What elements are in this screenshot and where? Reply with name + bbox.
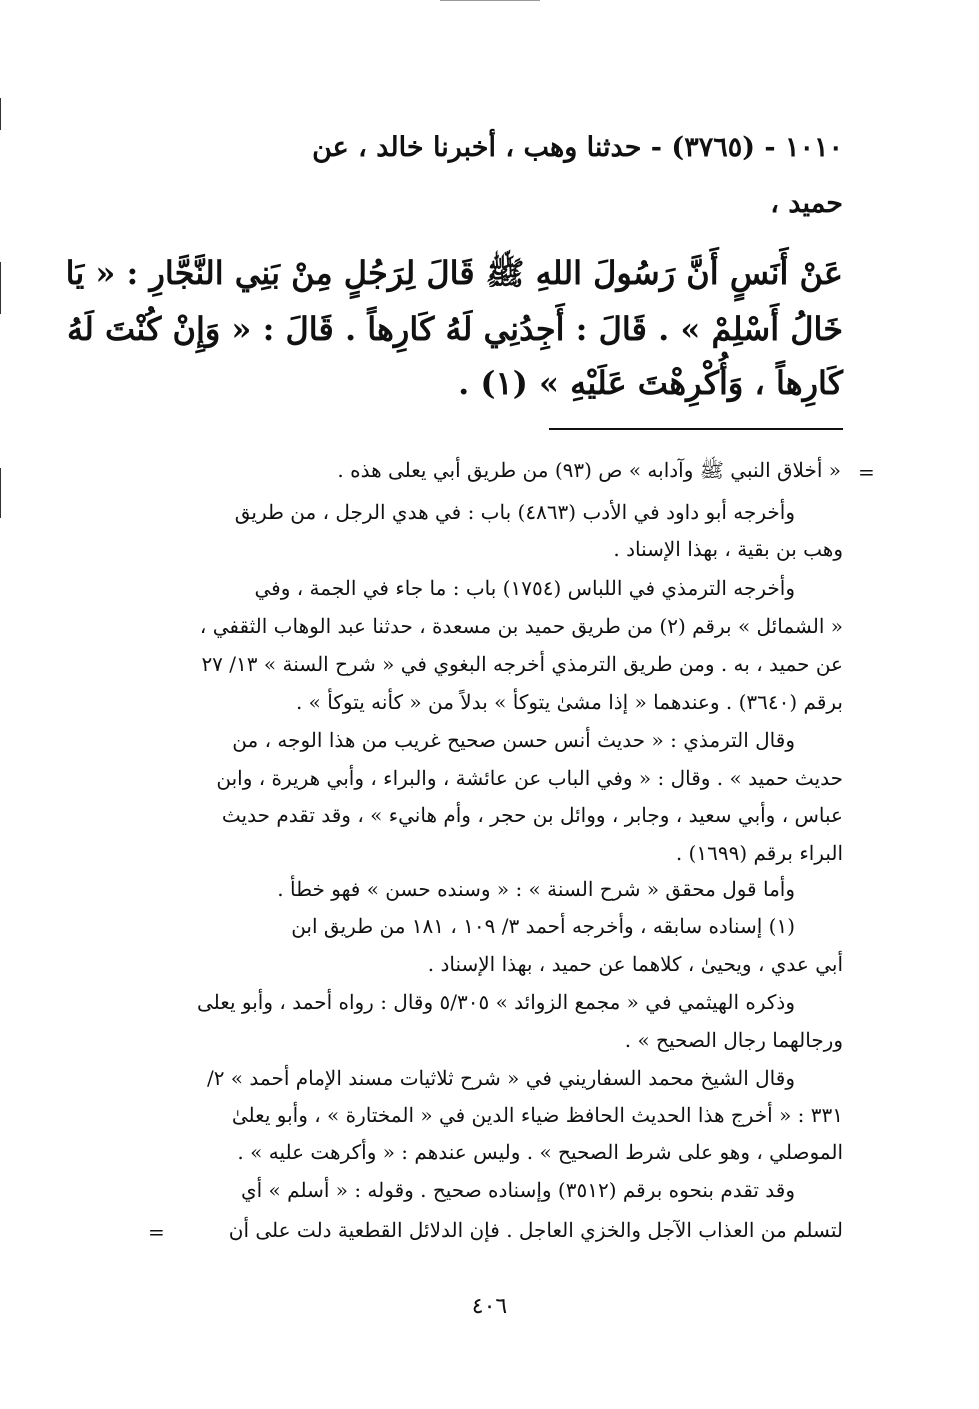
footnote-line: وقال الشيخ محمد السفاريني في « شرح ثلاثيات مسند الإمام أحمد » ٢/	[206, 1066, 795, 1090]
hadith-header-line-1: ١٠١٠ - (٣٧٦٥) - حدثنا وهب ، أخبرنا خالد ، عن	[312, 132, 843, 163]
footnote-line: وأما قول محقق « شرح السنة » : « وسنده حسن » فهو خطأ .	[277, 877, 795, 901]
hadith-header-line-2: حميد ،	[770, 188, 843, 219]
footnote-line: عباس ، وأبي سعيد ، وجابر ، ووائل بن حجر ، وأم هانيء » ، وقد تقدم حديث	[221, 803, 843, 827]
footnote-line: ٣٣١ : « أخرج هذا الحديث الحافظ ضياء الدين في « المختارة » ، وأبو يعلىٰ	[231, 1103, 843, 1127]
footnote-line: الموصلي ، وهو على شرط الصحيح » . وليس عندهم : « وأكرهت عليه » .	[237, 1140, 843, 1164]
footnote-line: وقال الترمذي : « حديث أنس حسن صحيح غريب من هذا الوجه ، من	[232, 728, 795, 752]
hadith-text-line-2: خَالُ أَسْلِمْ » . قَالَ : أَجِدُنِي لَهُ كَارِهاً . قَالَ : « وَإِنْ كُنْتَ لَهُ	[66, 310, 843, 348]
footnote-line: لتسلم من العذاب الآجل والخزي العاجل . فإن الدلائل القطعية دلت على أن	[228, 1218, 843, 1242]
scan-edge-mark	[0, 98, 1, 130]
page-number: ٤٠٦	[471, 1294, 508, 1319]
footnote-line: البراء برقم (١٦٩٩) .	[675, 841, 843, 865]
footnote-line: ورجالهما رجال الصحيح » .	[624, 1028, 843, 1052]
continuation-mark: =	[858, 460, 875, 484]
footnote-line: عن حميد ، به . ومن طريق الترمذي أخرجه البغوي في « شرح السنة » ١٣/ ٢٧	[201, 652, 843, 676]
footnote-line: وهب بن بقية ، بهذا الإسناد .	[613, 537, 843, 561]
footnote-line: وأخرجه الترمذي في اللباس (١٧٥٤) باب : ما جاء في الجمة ، وفي	[254, 576, 795, 600]
footnote-line: برقم (٣٦٤٠) . وعندهما « إذا مشىٰ يتوكأ » بدلاً من « كأنه يتوكأ » .	[295, 690, 843, 714]
footnote-line: (١) إسناده سابقه ، وأخرجه أحمد ٣/ ١٠٩ ، ١٨١ من طريق ابن	[291, 914, 795, 938]
footnote-line: « أخلاق النبي ﷺ وآدابه » ص (٩٣) من طريق أبي يعلى هذه .	[337, 458, 841, 482]
footnote-line: وذكره الهيثمي في « مجمع الزوائد » ٥/٣٠٥ وقال : رواه أحمد ، وأبو يعلى	[197, 990, 795, 1014]
hadith-text-line-3: كَارِهاً ، وَأُكْرِهْتَ عَلَيْهِ » (١) .	[458, 364, 843, 402]
top-scan-rule	[440, 0, 540, 1]
footnote-separator	[549, 428, 843, 430]
footnote-line: « الشمائل » برقم (٢) من طريق حميد بن مسعدة ، حدثنا عبد الوهاب الثقفي ،	[199, 614, 843, 638]
scan-edge-mark	[0, 262, 1, 314]
footnote-line: وأخرجه أبو داود في الأدب (٤٨٦٣) باب : في هدي الرجل ، من طريق	[234, 500, 795, 524]
hadith-text-line-1: عَنْ أَنَسٍ أَنَّ رَسُولَ اللهِ ﷺ قَالَ لِرَجُلٍ مِنْ بَنِي النَّجَّارِ : « يَا	[65, 254, 843, 292]
scan-edge-mark	[0, 468, 1, 518]
footnote-line: حديث حميد » . وقال : « وفي الباب عن عائشة ، والبراء ، وأبي هريرة ، وابن	[216, 766, 843, 790]
footnote-line: أبي عدي ، ويحيىٰ ، كلاهما عن حميد ، بهذا الإسناد .	[427, 952, 843, 976]
footnote-line: وقد تقدم بنحوه برقم (٣٥١٢) وإسناده صحيح . وقوله : « أسلم » أي	[240, 1178, 795, 1202]
continuation-mark: =	[148, 1220, 165, 1244]
